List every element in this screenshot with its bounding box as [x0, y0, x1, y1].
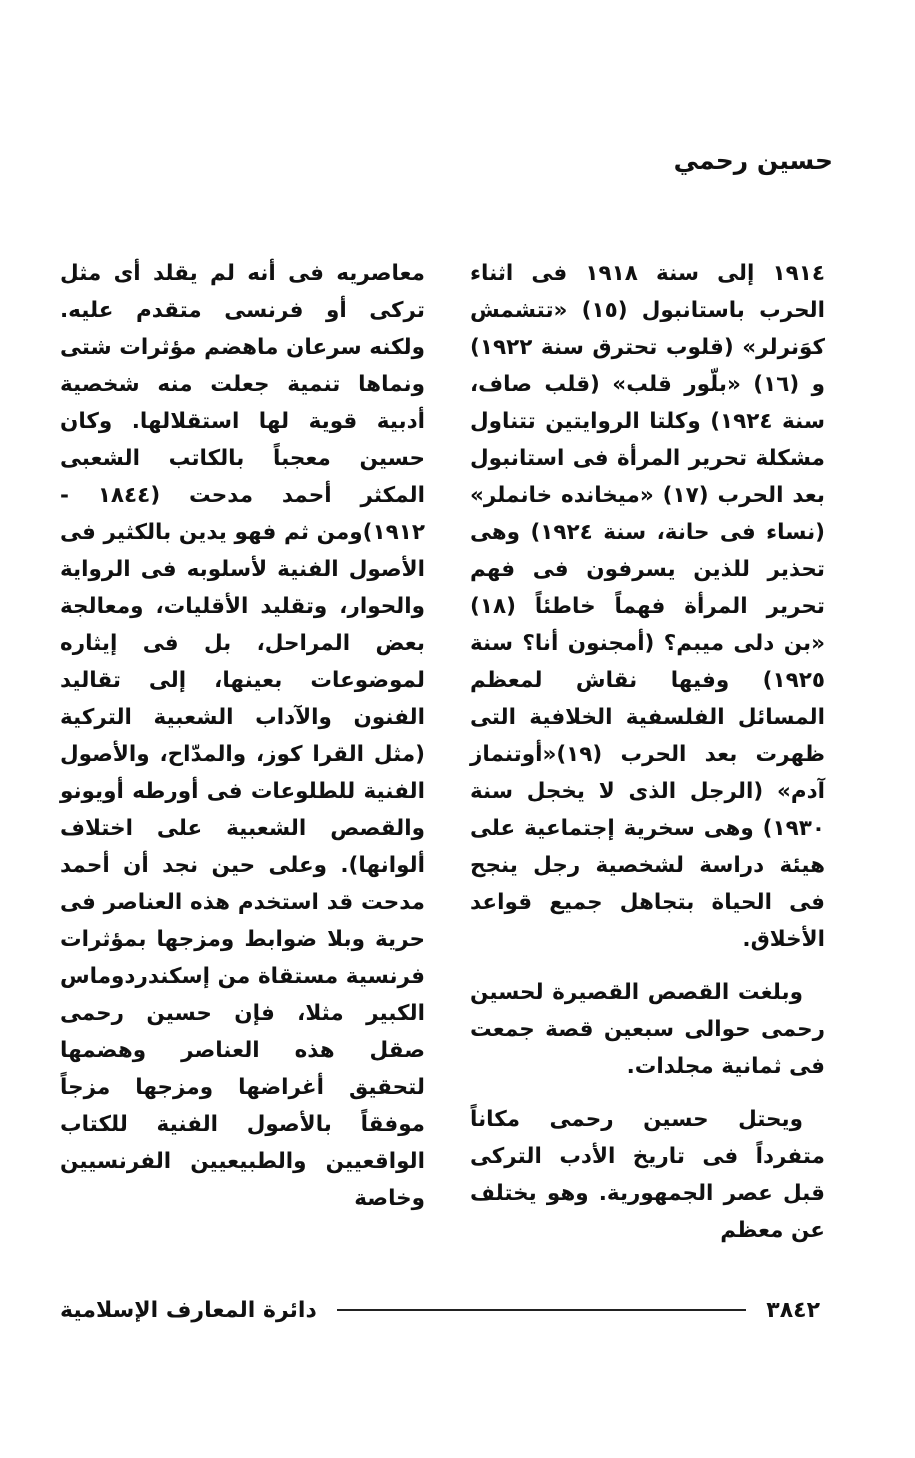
footer-rule — [337, 1309, 747, 1311]
page-footer — [60, 1290, 820, 1330]
paragraph: معاصريه فى أنه لم يقلد أى مثل تركى أو فرنسى متقدم عليه. ولكنه سرعان ماهضم مؤثرات شتى ونماها تنمية جعلت منه شخصية أدبية قوية لها استقلالها. وكان حسين معجباً بالكاتب الشعبى المكثر أحمد مدحت (١٨٤٤ - ١٩١٢)ومن ثم فهو يدين بالكثير فى الأصول الفنية لأسلوبه فى الرواية والحوار، وتقليد الأقليات، ومعالجة بعض المراحل، بل فى إيثاره لموضوعات بعينها، إلى تقاليد الفنون والآداب الشعبية التركية (مثل القرا كوز، والمدّاح، والأصول الفنية للطلوعات فى أورطه أويونو والقصص الشعبية على اختلاف ألوانها). وعلى حين نجد أن أحمد مدحت قد استخدم هذه العناصر فى حرية وبلا ضوابط ومزجها بمؤثرات فرنسية مستقاة من إسكندردوماس الكبير مثلا، فإن حسين رحمى صقل هذه العناصر وهضمها لتحقيق أغراضها ومزجها مزجاً موفقاً بالأصول الفنية للكتاب الواقعيين والطبيعيين الفرنسيين وخاصة — [60, 261, 425, 1211]
paragraph: ١٩١٤ إلى سنة ١٩١٨ فى اثناء الحرب باستانبول (١٥) «تتشمش كوَنرلر» (قلوب تحترق سنة ١٩٢٢) و (١٦) «بلّور قلب» (قلب صاف، سنة ١٩٢٤) وكلتا الروايتين تتناول مشكلة تحرير المرأة فى استانبول بعد الحرب (١٧) «ميخانده خانملر» (نساء فى حانة، سنة ١٩٢٤) وهى تحذير للذين يسرفون فى فهم تحرير المرأة فهماً خاطئاً (١٨) «بن دلى ميبم؟ (أمجنون أنا؟ سنة ١٩٢٥) وفيها نقاش لمعظم المسائل الفلسفية الخلافية التى ظهرت بعد الحرب (١٩)«أوتنماز آدم» (الرجل الذى لا يخجل سنة ١٩٣٠) وهى سخرية إجتماعية على هيئة دراسة لشخصية رجل ينجح فى الحياة بتجاهل جميع قواعد الأخلاق. — [470, 261, 826, 952]
right-text-column — [470, 255, 825, 1249]
paragraph: وبلغت القصص القصيرة لحسين رحمى حوالى سبعين قصة جمعت فى ثمانية مجلدات. — [470, 980, 825, 1079]
page-header-title: حسين رحمي — [673, 146, 833, 175]
page-number: ٣٨٤٢ — [766, 1297, 820, 1323]
paragraph: ويحتل حسين رحمى مكاناً متفرداً فى تاريخ الأدب التركى قبل عصر الجمهورية. وهو يختلف عن معظم — [470, 1107, 825, 1243]
left-text-column — [60, 255, 425, 1217]
publication-name: دائرة المعارف الإسلامية — [60, 1297, 317, 1323]
